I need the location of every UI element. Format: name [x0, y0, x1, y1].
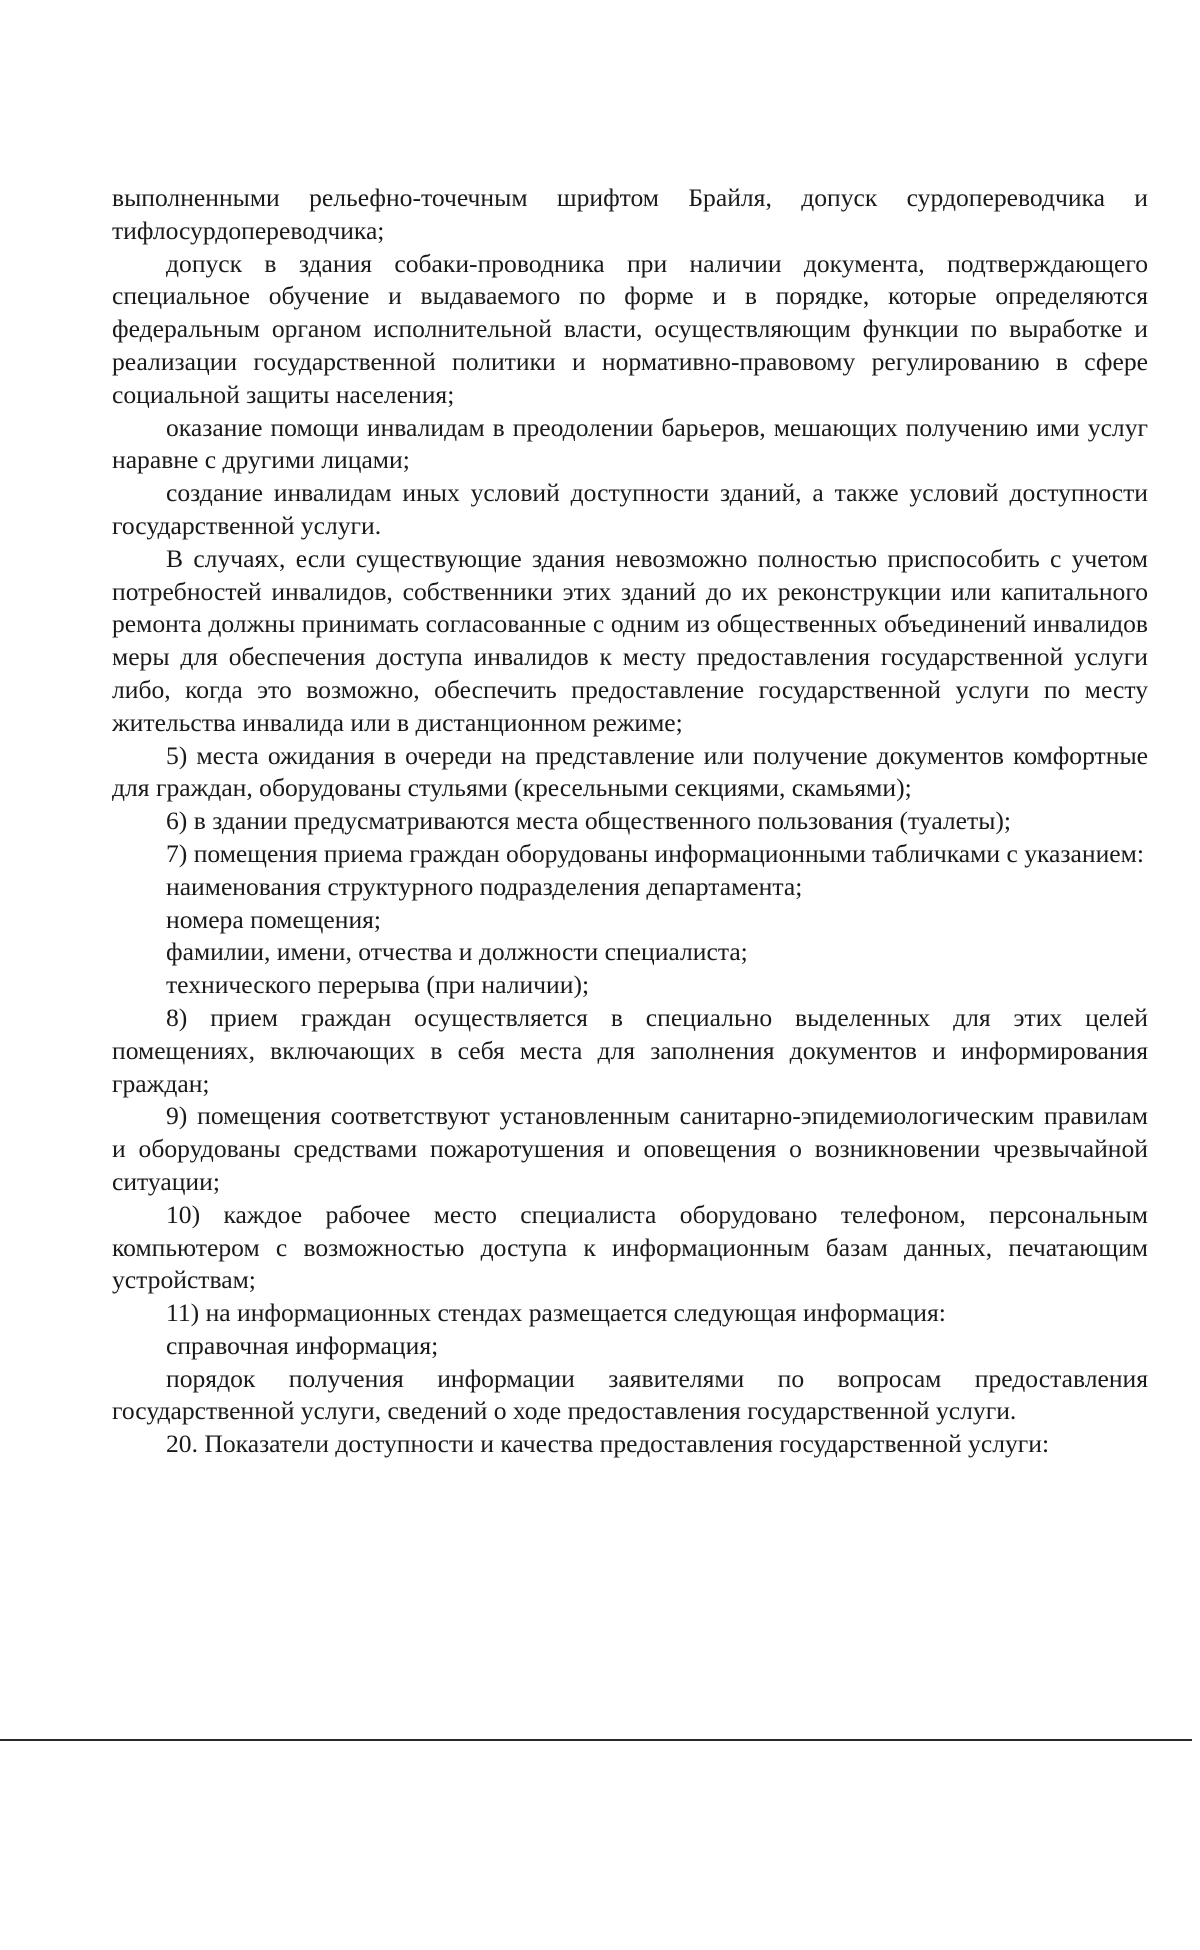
paragraph-braille-translator: выполненными рельефно-точечным шрифтом Брайля, допуск сурдопереводчика и тифлосурдопереводчика; [112, 183, 1148, 245]
paragraph-item-7: 7) помещения приема граждан оборудованы информационными табличками с указанием: [166, 838, 1144, 868]
list-item-break: технического перерыва (при наличии); [166, 970, 590, 1000]
paragraph-accessibility-conditions: создание инвалидам иных условий доступности зданий, а также условий доступности государственной услуги. [112, 478, 1148, 540]
paragraph-item-8: 8) прием граждан осуществляется в специально выделенных для этих целей помещениях, включающих в себя места для заполнения документов и информирования граждан; [112, 1002, 1148, 1098]
paragraph-existing-buildings: В случаях, если существующие здания невозможно полностью приспособить с учетом потребностей инвалидов, собственники этих зданий до их реконструкции или капитального ремонта должны принимать согласованные с одним из общественных объединений инвалидов меры для обеспечения доступа инвалидов к месту предоставления государственной услуги либо, когда это возможно, обеспечить предоставление государственной услуги по месту жительства инвалида или в дистанционном режиме; [112, 543, 1148, 737]
paragraph-item-9: 9) помещения соответствуют установленным санитарно-эпидемиологическим правилам и оборудованы средствами пожаротушения и оповещения о возникновении чрезвычайной ситуации; [112, 1101, 1148, 1196]
list-item-department-name: наименования структурного подразделения департамента; [166, 871, 803, 901]
bottom-divider [0, 1739, 1192, 1741]
paragraph-item-5: 5) места ожидания в очереди на представление или получение документов комфортные для граждан, оборудованы стульями (кресельными секциями, скамьями); [112, 740, 1148, 803]
paragraph-assistance: оказание помощи инвалидам в преодолении барьеров, мешающих получению ими услуг наравне с другими лицами; [112, 412, 1148, 475]
paragraph-item-6: 6) в здании предусматриваются места общественного пользования (туалеты); [166, 806, 1012, 836]
list-item-info-procedure: порядок получения информации заявителями по вопросам предоставления государственной услуги, сведений о ходе предоставления государственной услуги. [112, 1363, 1148, 1426]
list-item-specialist-name: фамилии, имени, отчества и должности специалиста; [166, 937, 748, 967]
paragraph-item-11: 11) на информационных стендах размещается следующая информация: [166, 1298, 946, 1328]
list-item-room-number: номера помещения; [166, 904, 382, 934]
list-item-reference-info: справочная информация; [166, 1330, 439, 1360]
paragraph-guide-dog: допуск в здания собаки-проводника при наличии документа, подтверждающего специальное обучение и выдаваемого по форме и в порядке, которые определяются федеральным органом исполнительной власти, осуществляющим функции по выработке и реализации государственной политики и нормативно-правовому регулированию в сфере социальной защиты населения; [112, 248, 1148, 409]
paragraph-item-10: 10) каждое рабочее место специалиста оборудовано телефоном, персональным компьютером с возможностью доступа к информационным базам данных, печатающим устройствам; [112, 1199, 1148, 1295]
paragraph-item-20: 20. Показатели доступности и качества предоставления государственной услуги: [166, 1429, 1050, 1459]
document-body [112, 182, 1148, 1461]
